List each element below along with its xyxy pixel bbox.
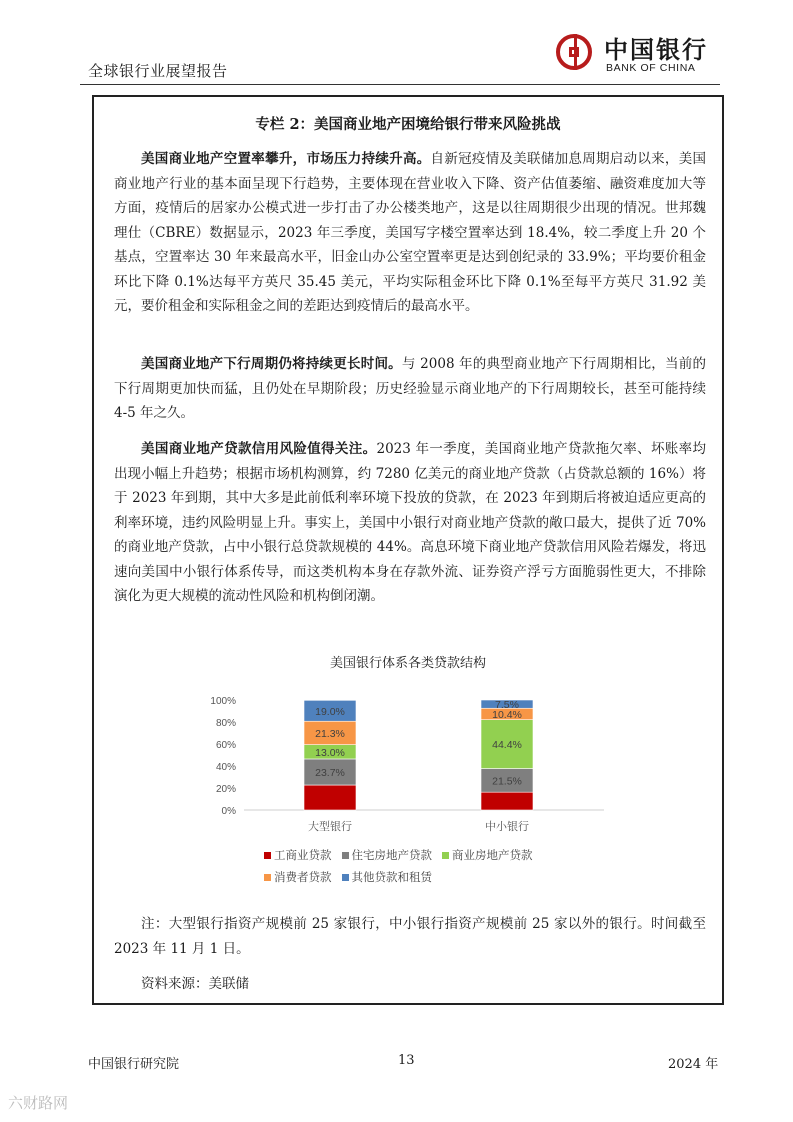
data-label: 21.5%: [492, 775, 522, 788]
paragraph-credit-risk: [114, 437, 706, 609]
footer-year: 2024 年: [668, 1057, 719, 1072]
data-source: 资料来源：美联储: [141, 976, 249, 992]
header-divider: [80, 84, 720, 85]
y-tick-label: 100%: [210, 696, 236, 707]
legend-swatch: [442, 852, 449, 859]
legend-swatch: [342, 874, 349, 881]
bar-segment: [481, 792, 533, 810]
page-number: 13: [398, 1053, 415, 1068]
y-tick-label: 60%: [215, 740, 236, 751]
watermark: 六财路网: [8, 1095, 69, 1112]
bank-of-china-emblem-icon: [556, 34, 592, 70]
column-title: 专栏 2：美国商业地产困境给银行带来风险挑战: [255, 116, 561, 133]
data-label: 19.0%: [315, 705, 345, 718]
legend-label: 其他贷款和租赁: [351, 872, 432, 884]
y-tick-label: 0%: [221, 806, 236, 817]
paragraph-body: 2023 年一季度，美国商业地产贷款拖欠率、坏账率均出现小幅上升趋势；根据市场机构测算，约 7280 亿美元的商业地产贷款（占贷款总额的 16%）将于 2023 年到期，其中大多是此前低利率环境下投放的贷款，在 2023 年到期后将被迫适应更高的利率环境，违约风险明显上升。事实上，美国中小银行对商业地产贷款的敞口最大，提供了近 70%的商业地产贷款，占中小银行总贷款规模的 44%。高息环境下商业地产贷款信用风险若爆发，将迅速向美国中小银行体系传导，而这类机构本身在存款外流、证券资产浮亏方面脆弱性更大，不排除演化为更大规模的流动性风险和机构倒闭潮。: [114, 441, 707, 604]
legend-label: 工商业贷款: [274, 850, 332, 862]
legend-label: 商业房地产贷款: [452, 850, 533, 862]
x-tick-label: 中小银行: [485, 821, 529, 833]
legend-label: 消费者贷款: [274, 872, 332, 884]
data-label: 10.4%: [492, 708, 522, 721]
legend-swatch: [342, 852, 349, 859]
footer-organization: 中国银行研究院: [88, 1057, 180, 1072]
chart-note: 注：大型银行指资产规模前 25 家银行，中小银行指资产规模前 25 家以外的银行。时间截至 2023 年 11 月 1 日。: [114, 916, 706, 957]
paragraph-cycle: [114, 352, 706, 426]
legend-item: [264, 866, 332, 888]
bar-segment: [304, 785, 356, 810]
legend-item: [264, 844, 332, 866]
column-box: [92, 95, 724, 1005]
y-tick-label: 40%: [215, 762, 236, 773]
x-tick-label: 大型银行: [308, 821, 352, 833]
paragraph-lead: 美国商业地产贷款信用风险值得关注。: [141, 441, 377, 457]
paragraph-vacancy: [114, 147, 706, 319]
legend-label: 住宅房地产贷款: [351, 850, 432, 862]
data-label: 7.5%: [495, 699, 519, 712]
legend-item: [342, 844, 433, 866]
bank-logo: [556, 28, 726, 84]
logo-chinese-name: 中国银行: [604, 35, 708, 64]
logo-english-name: BANK OF CHINA: [606, 62, 696, 74]
legend-item: [442, 844, 533, 866]
data-label: 44.4%: [492, 739, 522, 752]
y-tick-label: 20%: [215, 784, 236, 795]
report-title: 全球银行业展望报告: [88, 62, 228, 80]
paragraph-body: 与 2008 年的典型商业地产下行周期相比，当前的下行周期更加快而猛，且仍处在早期阶段；历史经验显示商业地产的下行周期较长，甚至可能持续 4-5 年之久。: [114, 356, 706, 421]
paragraph-lead: 美国商业地产空置率攀升，市场压力持续升高。: [141, 151, 431, 167]
data-label: 13.0%: [315, 746, 345, 759]
paragraph-body: 自新冠疫情及美联储加息周期启动以来，美国商业地产行业的基本面呈现下行趋势，主要体现在营业收入下降、资产估值萎缩、融资难度加大等方面，疫情后的居家办公模式进一步打击了办公楼类地产，这是以往周期很少出现的情况。世邦魏理仕（CBRE）数据显示，2023 年三季度，美国写字楼空置率达到 18.4%，较二季度上升 20 个基点，空置率达 30 年来最高水平，旧金山办公室空置率更是达到创纪录的 33.9%；平均要价租金环比下降 0.1%达每平方英尺 35.45 美元，平均实际租金环比下降 0.1%至每平方英尺 31.92 美元，要价租金和实际租金之间的差距达到疫情后的最高水平。: [114, 151, 707, 314]
y-tick-label: 80%: [215, 718, 236, 729]
stacked-bar-chart: [194, 692, 634, 842]
legend-item: [342, 866, 433, 888]
legend-swatch: [264, 852, 271, 859]
legend-swatch: [264, 874, 271, 881]
data-label: 23.7%: [315, 766, 345, 779]
chart-title: 美国银行体系各类贷款结构: [329, 656, 486, 671]
paragraph-lead: 美国商业地产下行周期仍将持续更长时间。: [141, 356, 402, 372]
data-label: 21.3%: [315, 727, 345, 740]
chart-legend: [264, 844, 584, 888]
